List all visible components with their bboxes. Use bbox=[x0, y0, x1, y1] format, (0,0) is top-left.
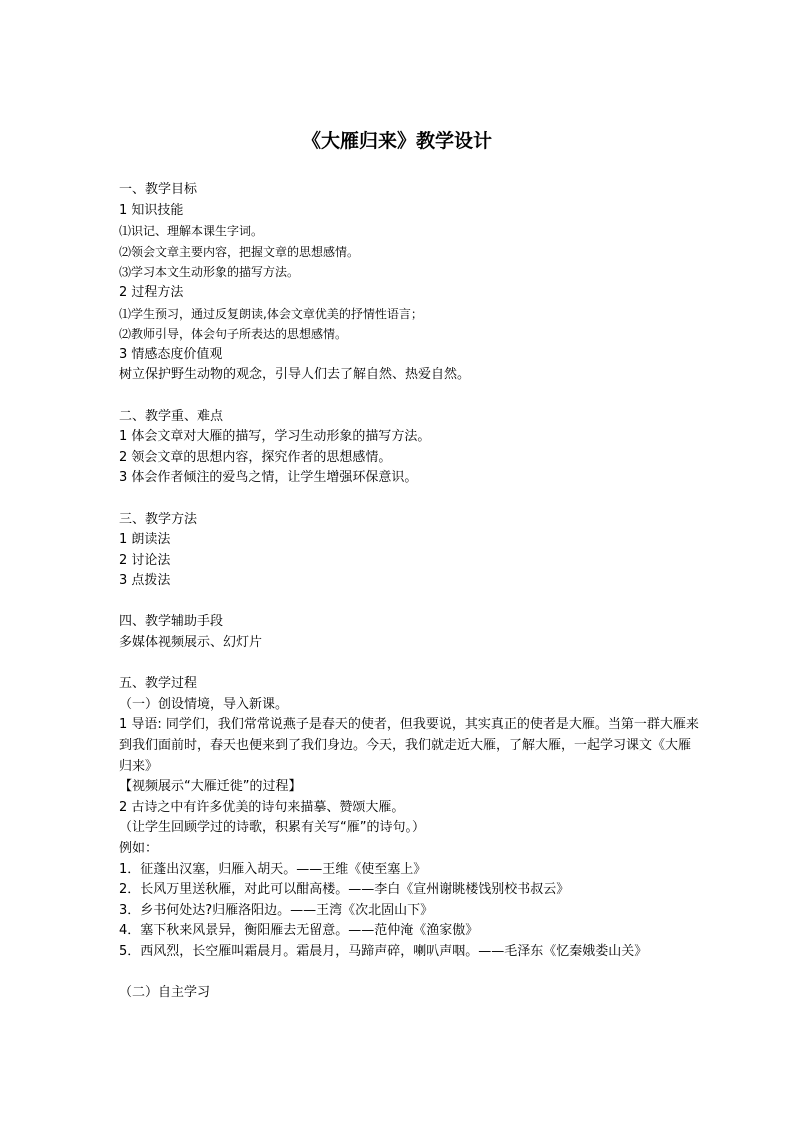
section-heading: 一、教学目标 bbox=[119, 182, 198, 197]
section-heading: 四、教学辅助手段 bbox=[119, 614, 224, 630]
text-line: 树立保护野生动物的观念，引导人们去了解自然、热爱自然。 bbox=[119, 367, 471, 383]
poem-line: 4．塞下秋来风景异，衡阳雁去无留意。——范仲淹《渔家傲》 bbox=[119, 923, 479, 939]
blank-line bbox=[119, 386, 699, 407]
text-line: （让学生回顾学过的诗歌，积累有关写“雁”的诗句。） bbox=[119, 820, 425, 836]
document-title: 《大雁归来》教学设计 bbox=[301, 130, 492, 152]
text-line: 3 点拨法 bbox=[119, 573, 171, 589]
text-line: 2 过程方法 bbox=[119, 284, 184, 300]
text-line: 2 讨论法 bbox=[119, 552, 171, 568]
text-line: 1 朗读法 bbox=[119, 532, 171, 548]
text-line: 【视频展示“大雁迁徙”的过程】 bbox=[119, 779, 302, 795]
text-paragraph: 1 导语: 同学们，我们常常说燕子是春天的使者，但我要说，其实真正的使者是大雁。当第一群大雁来到我们面前时，春天也便来到了我们身边。今天，我们就走近大雁，了解大雁，一起学习课文《大雁归来》 bbox=[119, 717, 699, 774]
text-line: 1 体会文章对大雁的描写，学习生动形象的描写方法。 bbox=[119, 429, 431, 445]
blank-line bbox=[119, 489, 699, 510]
blank-line bbox=[119, 592, 699, 613]
poem-line: 3．乡书何处达?归雁洛阳边。——王湾《次北固山下》 bbox=[119, 902, 434, 918]
text-line: ⑵领会文章主要内容，把握文章的思想感情。 bbox=[119, 244, 360, 259]
document-body bbox=[119, 180, 699, 1004]
text-line: ⑴学生预习，通过反复朗读,体会文章优美的抒情性语言； bbox=[119, 306, 423, 321]
text-line: 多媒体视频展示、幻灯片 bbox=[119, 635, 263, 651]
section-heading: （二）自主学习 bbox=[119, 985, 211, 1001]
text-line: （一）创设情境，导入新课。 bbox=[119, 696, 289, 712]
blank-line bbox=[119, 654, 699, 675]
text-line: 2 古诗之中有许多优美的诗句来描摹、赞颂大雁。 bbox=[119, 799, 405, 815]
text-line: 1 知识技能 bbox=[119, 202, 184, 218]
text-line: 例如： bbox=[119, 841, 159, 856]
text-line: ⑴识记、理解本课生字词。 bbox=[119, 224, 264, 239]
section-heading: 三、教学方法 bbox=[119, 511, 198, 527]
poem-line: 1．征蓬出汉塞，归雁入胡天。——王维《使至塞上》 bbox=[119, 861, 427, 877]
text-line: 3 情感态度价值观 bbox=[119, 346, 223, 362]
poem-line: 2．长风万里送秋雁，对此可以酣高楼。——李白《宣州谢眺楼饯别校书叔云》 bbox=[119, 882, 570, 898]
section-heading: 五、教学过程 bbox=[119, 676, 198, 692]
section-heading: 二、教学重、难点 bbox=[119, 408, 224, 424]
text-line: 2 领会文章的思想内容，探究作者的思想感情。 bbox=[119, 449, 392, 465]
poem-line: 5．西风烈，长空雁叫霜晨月。霜晨月，马蹄声碎，喇叭声咽。——毛泽东《忆秦娥娄山关》 bbox=[119, 943, 648, 959]
text-line: ⑵教师引导，体会句子所表达的思想感情。 bbox=[119, 327, 348, 342]
text-line: 3 体会作者倾注的爱鸟之情，让学生增强环保意识。 bbox=[119, 470, 418, 486]
text-line: ⑶学习本文生动形象的描写方法。 bbox=[119, 265, 300, 280]
blank-line bbox=[119, 963, 699, 984]
